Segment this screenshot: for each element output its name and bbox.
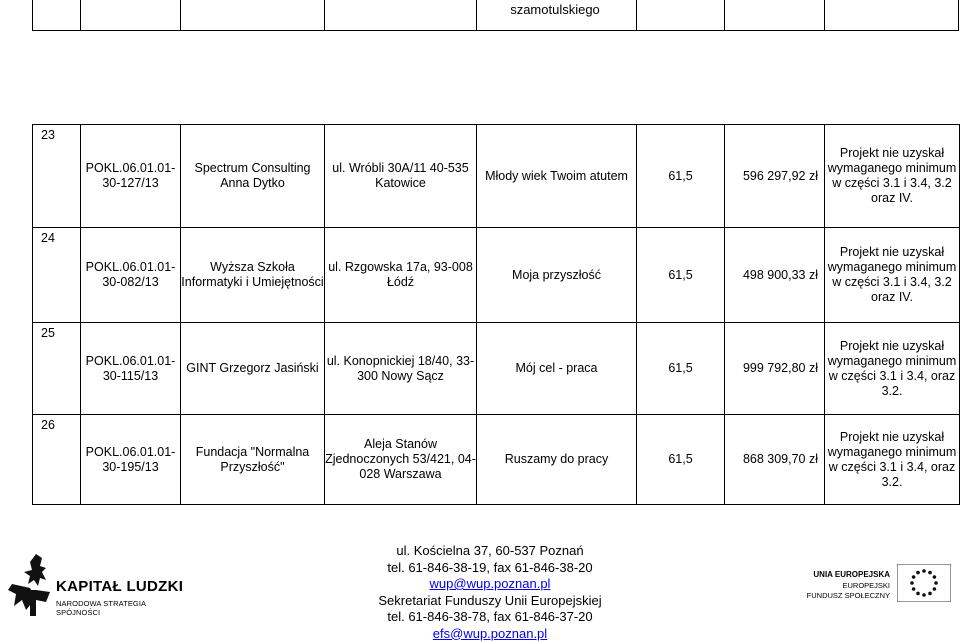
- project-title: Moja przyszłość: [477, 228, 637, 323]
- table-row: [33, 323, 960, 415]
- project-score: 61,5: [637, 323, 725, 415]
- projects-table: [32, 124, 960, 505]
- eu-logo-line3: FUNDUSZ SPOŁECZNY: [806, 591, 890, 600]
- project-score: 61,5: [637, 415, 725, 505]
- row-number: 23: [33, 125, 81, 228]
- table-row: [33, 415, 960, 505]
- kapital-ludzki-logo: [0, 552, 190, 622]
- previous-row-address-text: szamotulskiego: [510, 2, 600, 17]
- applicant-address: ul. Rzgowska 17a, 93-008 Łódź: [325, 228, 477, 323]
- project-amount: 596 297,92 zł: [725, 125, 825, 228]
- secretariat-phone-line: tel. 61-846-38-78, fax 61-846-37-20: [387, 609, 593, 624]
- table-row: [33, 125, 960, 228]
- project-score: 61,5: [637, 228, 725, 323]
- project-title: Ruszamy do pracy: [477, 415, 637, 505]
- wup-email-link[interactable]: wup@wup.poznan.pl: [429, 576, 551, 591]
- rejection-reason: Projekt nie uzyskał wymaganego minimum w części 3.1 i 3.4, oraz 3.2.: [825, 323, 960, 415]
- eu-logo-line1: UNIA EUROPEJSKA: [813, 570, 890, 579]
- row-number: 25: [33, 323, 81, 415]
- efs-email-link[interactable]: efs@wup.poznan.pl: [432, 625, 548, 641]
- project-amount: 498 900,33 zł: [725, 228, 825, 323]
- applicant-name: GINT Grzegorz Jasiński: [181, 323, 325, 415]
- project-score: 61,5: [637, 125, 725, 228]
- project-title: Młody wiek Twoim atutem: [477, 125, 637, 228]
- phone-line: tel. 61-846-38-19, fax 61-846-38-20: [387, 559, 593, 575]
- rejection-reason: Projekt nie uzyskał wymaganego minimum w części 3.1 i 3.4, 3.2 oraz IV.: [825, 125, 960, 228]
- project-amount: 868 309,70 zł: [725, 415, 825, 505]
- table-row: [33, 228, 960, 323]
- eu-flag-icon: [897, 564, 951, 602]
- kapital-ludzki-subtitle: NARODOWA STRATEGIA SPÓJNOŚCI: [56, 599, 146, 617]
- kapital-ludzki-title: KAPITAŁ LUDZKI: [56, 578, 184, 595]
- applicant-name: Spectrum Consulting Anna Dytko: [181, 125, 325, 228]
- project-title: Mój cel - praca: [477, 323, 637, 415]
- star-figure-icon: [6, 554, 56, 616]
- applicant-name: Wyższa Szkoła Informatyki i Umiejętności: [181, 228, 325, 323]
- page-footer: [0, 540, 960, 641]
- row-number: 24: [33, 228, 81, 323]
- project-code: POKL.06.01.01-30-127/13: [81, 125, 181, 228]
- rejection-reason: Projekt nie uzyskał wymaganego minimum w części 3.1 i 3.4, oraz 3.2.: [825, 415, 960, 505]
- contact-block: [360, 543, 620, 642]
- project-code: POKL.06.01.01-30-195/13: [81, 415, 181, 505]
- applicant-address: Aleja Stanów Zjednoczonych 53/421, 04-028 Warszawa: [325, 415, 477, 505]
- project-amount: 999 792,80 zł: [725, 323, 825, 415]
- eu-logo-line2: EUROPEJSKI: [842, 581, 890, 590]
- previous-row-fragment: [32, 0, 959, 31]
- rejection-reason: Projekt nie uzyskał wymaganego minimum w części 3.1 i 3.4, 3.2 oraz IV.: [825, 228, 960, 323]
- project-code: POKL.06.01.01-30-082/13: [81, 228, 181, 323]
- secretariat-line: Sekretariat Funduszy Unii Europejskiej: [378, 592, 602, 608]
- project-code: POKL.06.01.01-30-115/13: [81, 323, 181, 415]
- address-line: ul. Kościelna 37, 60-537 Poznań: [396, 543, 584, 558]
- row-number: 26: [33, 415, 81, 505]
- applicant-address: ul. Wróbli 30A/11 40-535 Katowice: [325, 125, 477, 228]
- applicant-address: ul. Konopnickiej 18/40, 33-300 Nowy Sącz: [325, 323, 477, 415]
- applicant-name: Fundacja "Normalna Przyszłość": [181, 415, 325, 505]
